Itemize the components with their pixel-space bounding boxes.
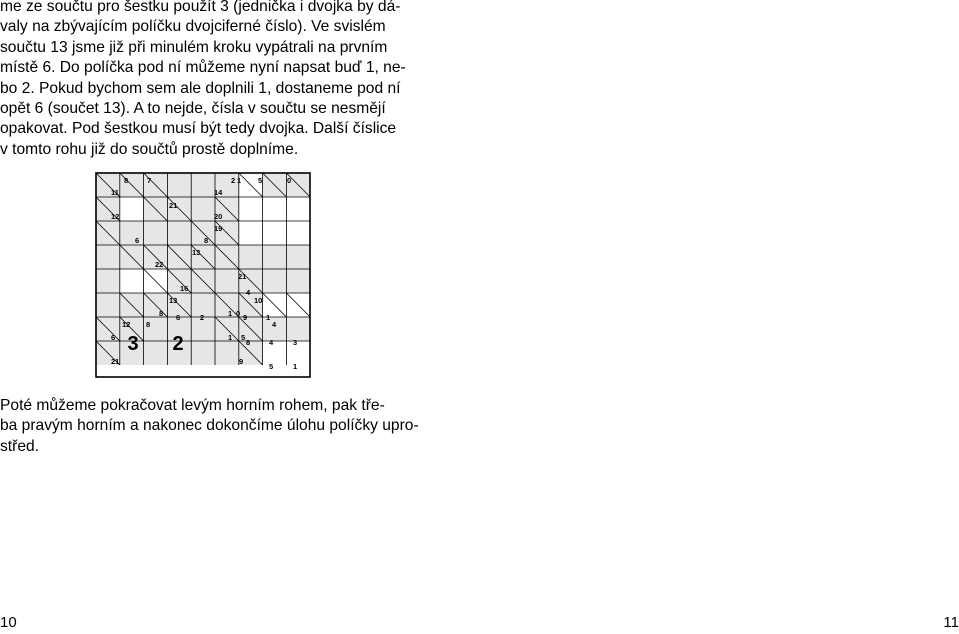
clue-number: 1	[228, 309, 233, 318]
text-line: Poté můžeme pokračovat levým horním rohem, pak tře-	[0, 397, 385, 414]
clue-number: 16	[180, 284, 189, 293]
blocked-cell	[286, 245, 310, 269]
clue-number: 8	[124, 176, 129, 185]
clue-number: 2	[200, 313, 205, 322]
blocked-cell	[286, 317, 310, 341]
clue-number: 11	[111, 188, 119, 197]
blocked-cell	[120, 221, 144, 245]
clue-number: 13	[192, 248, 201, 257]
clue-diagonal	[144, 269, 168, 293]
blocked-cell	[167, 221, 191, 245]
clue-number: 1	[266, 313, 271, 322]
clue-number: 13	[169, 296, 178, 305]
clue-number: 8	[246, 338, 251, 347]
clue-number: 10	[254, 296, 263, 305]
blocked-cell	[215, 341, 239, 365]
text-line: me ze součtu pro šestku použít 3 (jednička i dvojka by dá-	[0, 0, 401, 15]
text-line: střed.	[0, 437, 39, 455]
clue-number: 7	[147, 176, 152, 185]
page-number-left: 10	[0, 614, 17, 631]
blocked-cell	[239, 245, 263, 269]
text-line: opět 6 (součet 13). A to nejde, čísla v součtu se nesmějí	[0, 100, 386, 118]
blocked-cell	[191, 197, 215, 221]
blocked-cell	[96, 269, 120, 293]
paragraph-bottom	[0, 396, 419, 457]
blocked-cell	[96, 245, 120, 269]
blocked-cell	[286, 269, 310, 293]
text-line: opakovat. Pod šestkou musí být tedy dvojka. Další číslice	[0, 120, 397, 138]
clue-number: 0	[287, 176, 292, 185]
blocked-cell	[167, 173, 191, 197]
filled-digit: 2	[172, 333, 184, 355]
text-line: místě 6. Do políčka pod ní můžeme nyní napsat buď 1, ne-	[0, 59, 406, 77]
clue-diagonal	[286, 293, 310, 317]
clue-number: 3	[293, 338, 298, 347]
blocked-cell	[191, 173, 215, 197]
clue-number: 0	[236, 309, 241, 318]
clue-number: 8	[204, 236, 209, 245]
clue-number: 21	[238, 272, 247, 281]
clue-number: 6	[111, 333, 116, 342]
clue-number: 8	[146, 320, 151, 329]
clue-number: 20	[214, 212, 223, 221]
clue-number: 12	[122, 320, 131, 329]
clue-number: 14	[214, 188, 223, 197]
blocked-cell	[263, 269, 287, 293]
clue-number: 12	[111, 212, 120, 221]
clue-number: 4	[272, 320, 277, 329]
blocked-cell	[144, 221, 168, 245]
clue-number: 4	[269, 338, 274, 347]
clue-number: 5	[258, 176, 263, 185]
clue-number: 21	[169, 201, 178, 210]
clue-number: 21	[111, 357, 120, 366]
clue-number: 6	[135, 236, 140, 245]
clue-number: 6	[176, 313, 181, 322]
page-number-right: 11	[943, 614, 959, 631]
blocked-cell	[144, 341, 168, 365]
blocked-cell	[263, 245, 287, 269]
text-line: valy na zbývajícím políčku dvojciferné číslo). Ve svislém	[0, 18, 386, 36]
clue-number: 8	[159, 309, 164, 318]
clue-number: 4	[246, 288, 251, 297]
blocked-cell	[191, 341, 215, 365]
clue-number: 9	[243, 313, 248, 322]
text-line: součtu 13 jsme již při minulém kroku vypátrali na prvním	[0, 38, 388, 56]
clue-number: 9	[239, 357, 244, 366]
blocked-cell	[96, 293, 120, 317]
clue-number: 2	[231, 176, 236, 185]
clue-number: 22	[155, 260, 164, 269]
clue-number: 19	[214, 224, 223, 233]
clue-number: 1	[293, 362, 298, 371]
clue-number: 1	[237, 176, 242, 185]
clue-number: 1	[228, 333, 233, 342]
text-line: bo 2. Pokud bychom sem ale doplnili 1, dostaneme pod ní	[0, 79, 401, 97]
text-line: ba pravým horním a nakonec dokončíme úlohu políčky upro-	[0, 417, 419, 435]
clue-number: 5	[241, 333, 246, 342]
filled-digit: 3	[127, 333, 139, 355]
blocked-cell	[215, 269, 239, 293]
clue-number: 5	[269, 362, 274, 371]
text-line: v tomto rohu již do součtů prostě doplníme.	[0, 140, 299, 158]
